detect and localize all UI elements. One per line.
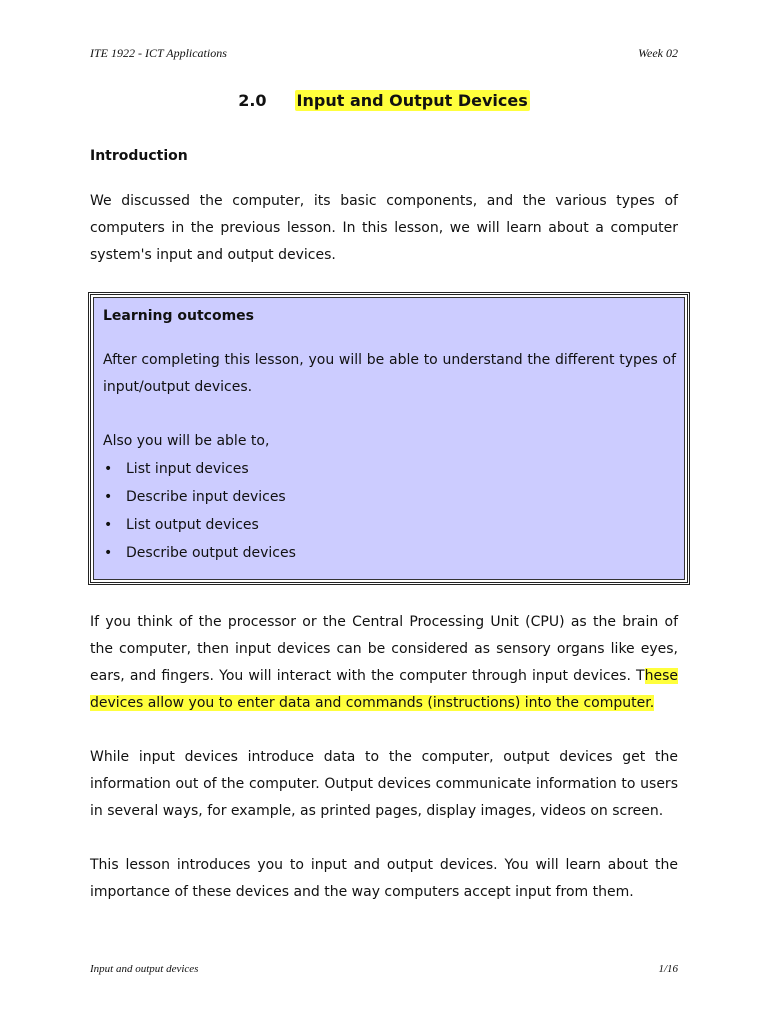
header-week: Week 02: [638, 46, 678, 60]
list-item: • List input devices: [103, 455, 676, 483]
footer-title: Input and output devices: [90, 963, 199, 975]
page-footer: [90, 963, 678, 975]
page-number: 1/16: [658, 963, 678, 975]
output-devices-paragraph: While input devices introduce data to the computer, output devices get the information out of the computer. Output devices communicate information to users in several ways, for example, as printed pages, display images, videos on screen.: [90, 749, 678, 819]
header-course: ITE 1922 - ICT Applications: [90, 46, 227, 60]
learning-outcomes-panel: [93, 297, 685, 580]
learning-outcomes-list: [103, 455, 676, 567]
lesson-summary-paragraph: This lesson introduces you to input and output devices. You will learn about the importance of these devices and the way computers accept input from them.: [90, 857, 678, 900]
learning-outcomes-paragraph: After completing this lesson, you will be able to understand the different types of input/output devices.: [103, 352, 676, 395]
learning-outcomes-list-intro: Also you will be able to,: [103, 433, 270, 449]
introduction-paragraph: We discussed the computer, its basic components, and the various types of computers in the previous lesson. In this lesson, we will learn about a computer system's input and output devices.: [90, 193, 678, 263]
introduction-heading: Introduction: [90, 148, 188, 164]
page-header: [90, 46, 678, 61]
list-item: • Describe input devices: [103, 483, 676, 511]
section-title: [0, 91, 768, 110]
list-item: • Describe output devices: [103, 539, 676, 567]
cpu-paragraph-text: If you think of the processor or the Central Processing Unit (CPU) as the brain of the computer, then input devices can be considered as sensory organs like eyes, ears, and fingers. You will interact with the computer through input devices. T: [90, 614, 678, 684]
list-item: • List output devices: [103, 511, 676, 539]
highlighted-sentence: hese devices allow you to enter data and commands (instructions) into the computer.: [90, 668, 678, 711]
learning-outcomes-box: [88, 292, 690, 585]
section-number: 2.0: [238, 91, 267, 110]
section-title-text: Input and Output Devices: [296, 91, 528, 110]
cpu-paragraph: [90, 609, 678, 717]
learning-outcomes-heading: Learning outcomes: [103, 308, 255, 324]
